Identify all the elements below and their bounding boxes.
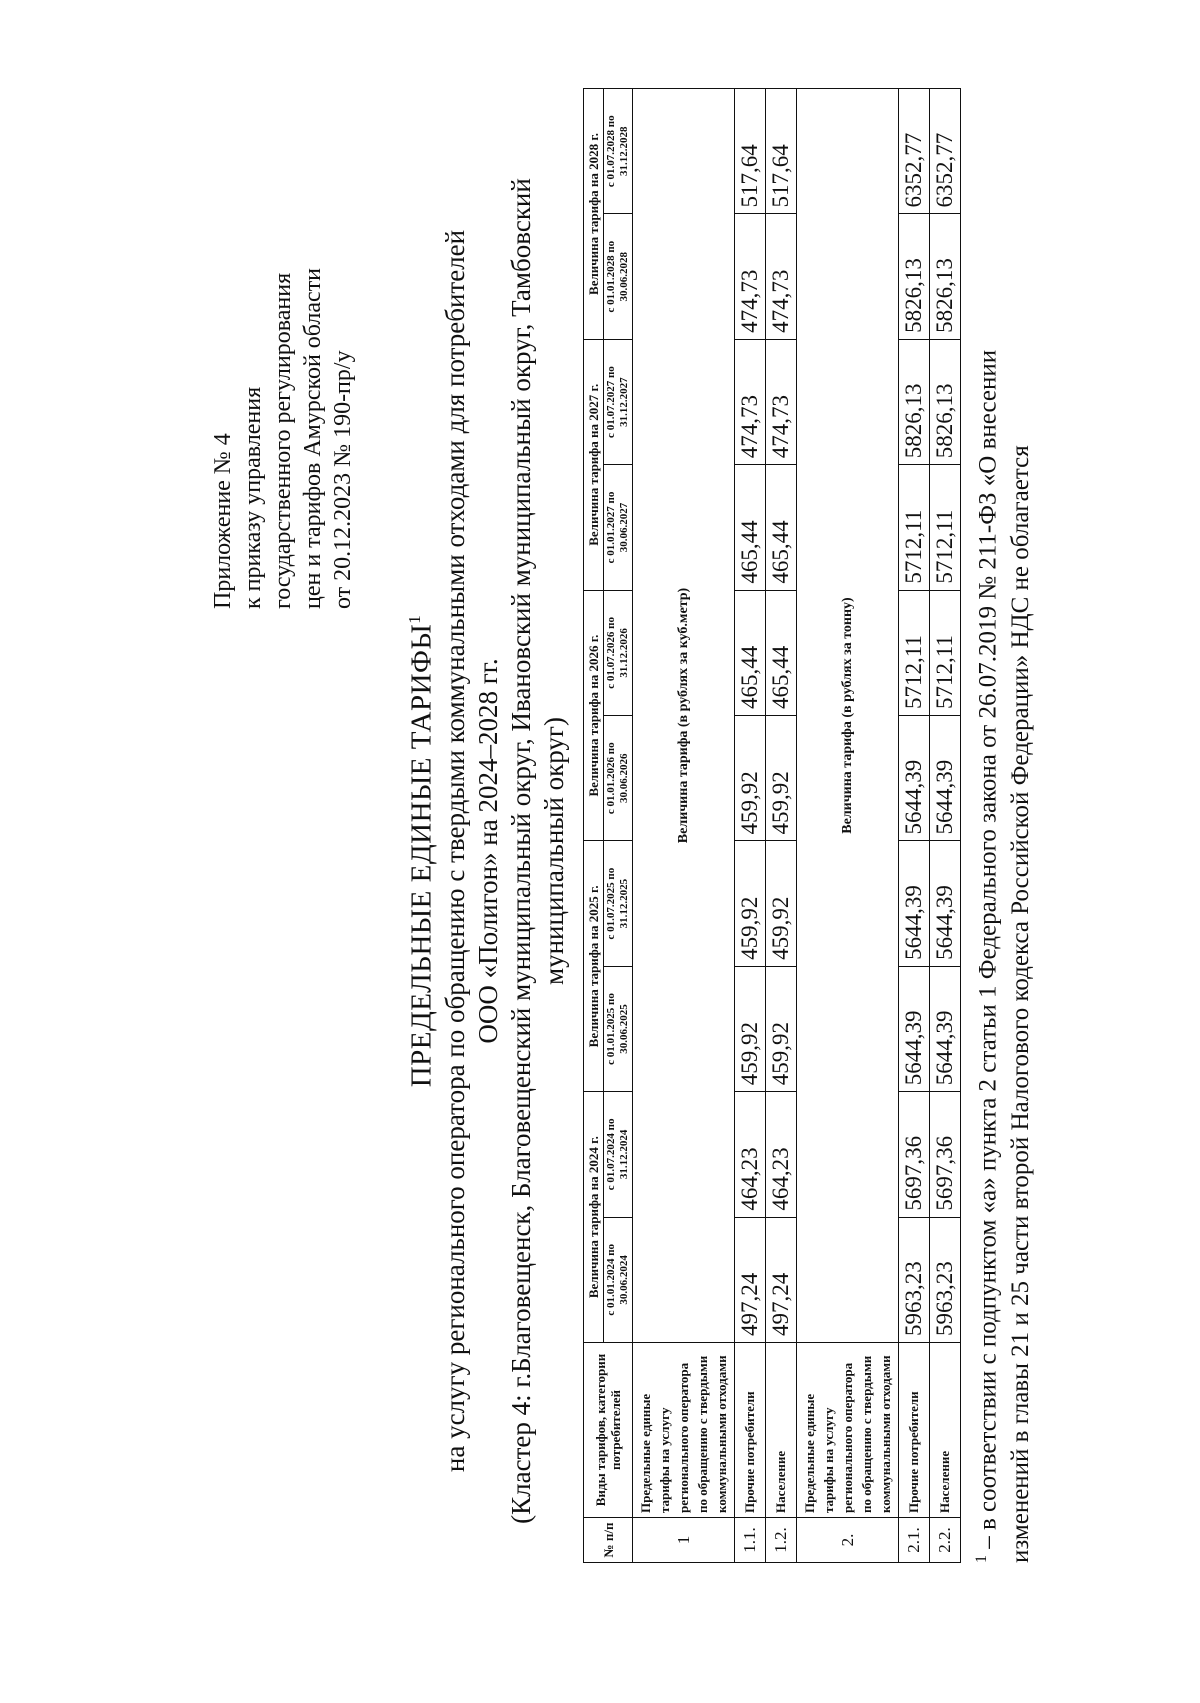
header-period: с 01.07.2026 по 31.12.2026 bbox=[604, 590, 633, 715]
title-main: ПРЕДЕЛЬНЫЕ ЕДИНЫЕ ТАРИФЫ$^1$ bbox=[405, 614, 438, 1088]
header-period: с 01.01.2025 по 30.06.2025 bbox=[604, 966, 633, 1091]
tariff-value: 465,44 bbox=[735, 465, 766, 590]
group-name: Предельные единые тарифы на услугу регионального оператора по обращению с твердыми коммунальными отходами bbox=[633, 1343, 735, 1518]
tariff-value: 459,92 bbox=[766, 841, 797, 966]
footnote-mark: 1 bbox=[973, 1555, 990, 1563]
tariff-value: 459,92 bbox=[766, 716, 797, 841]
group-num: 2. bbox=[797, 1518, 899, 1563]
tariff-value: 464,23 bbox=[735, 1092, 766, 1217]
tariff-value: 5712,11 bbox=[899, 590, 930, 715]
unit-label: Величина тарифа (в рублях за тонну) bbox=[797, 89, 899, 1343]
footnote-line: изменений в главы 21 и 25 части второй Налогового кодекса Российской Федерации» НДС не облагается bbox=[1007, 445, 1035, 1563]
header-period: с 01.07.2025 по 31.12.2025 bbox=[604, 841, 633, 966]
appendix-line: государственного регулирования bbox=[270, 272, 296, 609]
tariff-value: 5644,39 bbox=[899, 966, 930, 1091]
tariff-value: 5644,39 bbox=[899, 841, 930, 966]
appendix-line: цен и тарифов Амурской области bbox=[300, 267, 326, 609]
tariff-value: 5644,39 bbox=[930, 716, 961, 841]
header-year: Величина тарифа на 2027 г. bbox=[584, 339, 604, 590]
document-title bbox=[398, 71, 571, 1631]
tariff-value: 6352,77 bbox=[899, 89, 930, 214]
tariff-value: 5712,11 bbox=[930, 590, 961, 715]
footnote-mark: 1 bbox=[405, 614, 424, 624]
header-period: с 01.07.2027 по 31.12.2027 bbox=[604, 339, 633, 464]
tariff-value: 5712,11 bbox=[899, 465, 930, 590]
tariff-value: 5826,13 bbox=[899, 339, 930, 464]
tariff-value: 474,73 bbox=[735, 214, 766, 339]
tariff-value: 5826,13 bbox=[930, 339, 961, 464]
title-line: (Кластер 4: г.Благовещенск, Благовещенский муниципальный округ, Ивановский муниципальный округ, Тамбовский bbox=[505, 178, 536, 1524]
row-num: 1.2. bbox=[766, 1518, 797, 1563]
row-category: Прочие потребители bbox=[899, 1343, 930, 1518]
table-row bbox=[899, 89, 930, 1563]
header-num: № п/п bbox=[584, 1518, 633, 1563]
tariff-value: 5712,11 bbox=[930, 465, 961, 590]
row-category: Население bbox=[766, 1343, 797, 1518]
appendix-line: Приложение № 4 bbox=[210, 433, 236, 609]
appendix-block bbox=[208, 89, 358, 609]
group-row bbox=[797, 89, 899, 1563]
tariff-value: 474,73 bbox=[766, 339, 797, 464]
tariff-value: 517,64 bbox=[766, 89, 797, 214]
title-line: муниципальный округ) bbox=[538, 717, 569, 985]
tariff-value: 459,92 bbox=[735, 841, 766, 966]
footnote bbox=[965, 93, 1037, 1563]
group-row bbox=[633, 89, 735, 1563]
tariff-value: 5963,23 bbox=[899, 1217, 930, 1342]
tariff-value: 5826,13 bbox=[899, 214, 930, 339]
tariff-value: 459,92 bbox=[735, 716, 766, 841]
tariff-value: 465,44 bbox=[766, 590, 797, 715]
footnote-line: $^1$ – в соответствии с подпунктом «а» пункта 2 статьи 1 Федерального закона от 26.07.2019 № 211-ФЗ «О внесении bbox=[973, 349, 1002, 1563]
tariff-value: 5826,13 bbox=[930, 214, 961, 339]
header-period: с 01.07.2024 по 31.12.2024 bbox=[604, 1092, 633, 1217]
tariff-value: 464,23 bbox=[766, 1092, 797, 1217]
table-row bbox=[930, 89, 961, 1563]
appendix-line: от 20.12.2023 № 190-пр/у bbox=[330, 350, 356, 609]
tariff-value: 497,24 bbox=[766, 1217, 797, 1342]
header-period: с 01.01.2024 по 30.06.2024 bbox=[604, 1217, 633, 1342]
tariff-value: 6352,77 bbox=[930, 89, 961, 214]
tariff-value: 5644,39 bbox=[899, 716, 930, 841]
header-year: Величина тарифа на 2024 г. bbox=[584, 1092, 604, 1343]
tariff-value: 474,73 bbox=[735, 339, 766, 464]
tariff-value: 497,24 bbox=[735, 1217, 766, 1342]
tariff-value: 5697,36 bbox=[899, 1092, 930, 1217]
title-line: ООО «Полигон» на 2024–2028 гг. bbox=[472, 658, 503, 1044]
row-num: 2.2. bbox=[930, 1518, 961, 1563]
document-page bbox=[50, 71, 1150, 1631]
header-kind: Виды тарифов, категории потребителей bbox=[584, 1343, 633, 1518]
header-year: Величина тарифа на 2025 г. bbox=[584, 841, 604, 1092]
row-num: 2.1. bbox=[899, 1518, 930, 1563]
table-row bbox=[735, 89, 766, 1563]
tariff-value: 5644,39 bbox=[930, 841, 961, 966]
header-year: Величина тарифа на 2026 г. bbox=[584, 590, 604, 841]
tariff-value: 5697,36 bbox=[930, 1092, 961, 1217]
tariff-value: 465,44 bbox=[735, 590, 766, 715]
tariff-value: 5644,39 bbox=[930, 966, 961, 1091]
header-year: Величина тарифа на 2028 г. bbox=[584, 89, 604, 340]
group-name: Предельные единые тарифы на услугу регионального оператора по обращению с твердыми коммунальными отходами bbox=[797, 1343, 899, 1518]
tariff-table bbox=[583, 88, 961, 1563]
tariff-value: 474,73 bbox=[766, 214, 797, 339]
tariff-value: 459,92 bbox=[766, 966, 797, 1091]
header-period: с 01.01.2026 по 30.06.2026 bbox=[604, 716, 633, 841]
tariff-value: 459,92 bbox=[735, 966, 766, 1091]
tariff-value: 465,44 bbox=[766, 465, 797, 590]
title-line: на услугу регионального оператора по обращению с твердыми коммунальными отходами для потребителей bbox=[439, 229, 470, 1473]
header-period: с 01.01.2028 по 30.06.2028 bbox=[604, 214, 633, 339]
header-period: с 01.07.2028 по 31.12.2028 bbox=[604, 89, 633, 214]
row-category: Население bbox=[930, 1343, 961, 1518]
tariff-value: 5963,23 bbox=[930, 1217, 961, 1342]
row-category: Прочие потребители bbox=[735, 1343, 766, 1518]
tariff-value: 517,64 bbox=[735, 89, 766, 214]
group-num: 1 bbox=[633, 1518, 735, 1563]
table-row bbox=[766, 89, 797, 1563]
appendix-line: к приказу управления bbox=[240, 386, 266, 609]
unit-label: Величина тарифа (в рублях за куб.метр) bbox=[633, 89, 735, 1343]
header-period: с 01.01.2027 по 30.06.2027 bbox=[604, 465, 633, 590]
row-num: 1.1. bbox=[735, 1518, 766, 1563]
tariff-table-wrap bbox=[583, 88, 961, 1563]
